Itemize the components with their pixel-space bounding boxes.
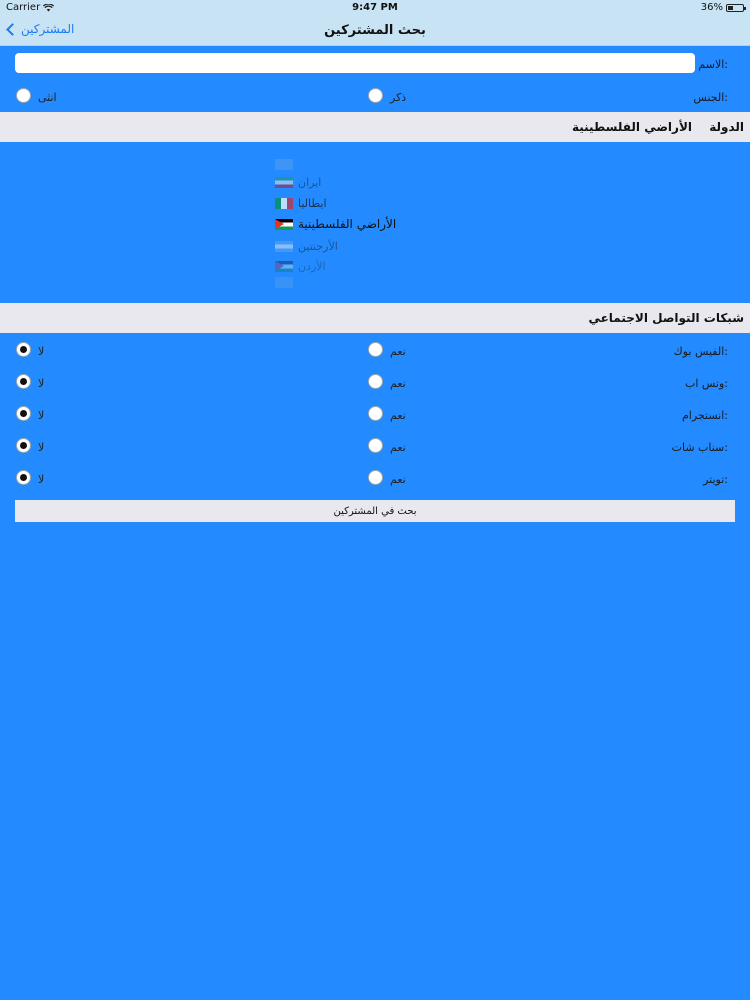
social-yes-radio[interactable] bbox=[368, 342, 383, 357]
social-network-label: سناب شات: bbox=[671, 441, 728, 454]
social-no-label: لا bbox=[38, 473, 45, 486]
social-network-label: تويتر: bbox=[703, 473, 728, 486]
country-flag-icon bbox=[275, 261, 293, 272]
social-no-radio[interactable] bbox=[16, 470, 31, 485]
social-yes-label: نعم bbox=[390, 441, 406, 454]
country-section-header bbox=[0, 112, 750, 142]
picker-row-label: الأرجنتين bbox=[298, 239, 338, 253]
social-network-label: وتس اب: bbox=[684, 377, 728, 390]
social-title: شبكات التواصل الاجتماعي bbox=[588, 311, 744, 325]
social-yes-label: نعم bbox=[390, 473, 406, 486]
search-subscribers-button[interactable]: بحث في المشتركين bbox=[15, 500, 735, 522]
status-bar bbox=[0, 0, 750, 16]
country-flag-icon bbox=[275, 277, 293, 288]
picker-row[interactable] bbox=[275, 275, 298, 289]
page-title: بحث المشتركين bbox=[324, 23, 426, 38]
picker-row[interactable] bbox=[275, 175, 321, 189]
carrier-label: Carrier bbox=[6, 2, 41, 13]
social-no-label: لا bbox=[38, 441, 45, 454]
social-yes-radio[interactable] bbox=[368, 374, 383, 389]
social-yes-radio[interactable] bbox=[368, 406, 383, 421]
battery-percent: 36% bbox=[700, 2, 723, 13]
social-yes-radio[interactable] bbox=[368, 470, 383, 485]
picker-row[interactable] bbox=[275, 217, 396, 231]
social-no-radio[interactable] bbox=[16, 374, 31, 389]
social-yes-label: نعم bbox=[390, 377, 406, 390]
battery-level-fill bbox=[728, 6, 733, 10]
country-label: الدولة bbox=[709, 120, 744, 134]
country-flag-icon bbox=[275, 177, 293, 188]
social-no-label: لا bbox=[38, 377, 45, 390]
social-network-label: الفيس بوك: bbox=[673, 345, 728, 358]
social-no-radio[interactable] bbox=[16, 438, 31, 453]
gender-male-radio[interactable] bbox=[368, 88, 383, 103]
social-no-label: لا bbox=[38, 409, 45, 422]
social-no-radio[interactable] bbox=[16, 406, 31, 421]
country-flag-icon bbox=[275, 219, 293, 230]
clock: 9:47 PM bbox=[352, 2, 398, 13]
gender-label: الجنس: bbox=[693, 91, 728, 104]
social-section-header bbox=[0, 303, 750, 333]
gender-male-label: ذكر bbox=[390, 91, 407, 104]
social-network-label: انستجرام: bbox=[681, 409, 728, 422]
social-no-label: لا bbox=[38, 345, 45, 358]
social-no-radio[interactable] bbox=[16, 342, 31, 357]
name-label: الاسم: bbox=[698, 58, 728, 71]
battery-indicator bbox=[701, 2, 744, 13]
picker-row[interactable] bbox=[275, 259, 326, 273]
gender-female-label: انثى bbox=[38, 91, 57, 104]
name-input[interactable] bbox=[15, 53, 695, 73]
picker-row[interactable] bbox=[275, 196, 327, 210]
country-flag-icon bbox=[275, 241, 293, 252]
battery-icon bbox=[726, 4, 744, 12]
country-flag-icon bbox=[275, 159, 293, 170]
social-yes-label: نعم bbox=[390, 345, 406, 358]
social-yes-label: نعم bbox=[390, 409, 406, 422]
picker-row[interactable] bbox=[275, 239, 338, 253]
picker-row-label: ايران bbox=[298, 175, 322, 189]
picker-row-label: ايطاليا bbox=[298, 196, 327, 210]
picker-row-label: الأراضي الفلسطينية bbox=[298, 217, 397, 231]
social-yes-radio[interactable] bbox=[368, 438, 383, 453]
navigation-bar bbox=[0, 16, 750, 46]
gender-female-radio[interactable] bbox=[16, 88, 31, 103]
picker-row[interactable] bbox=[275, 157, 298, 171]
picker-row-label: الأردن bbox=[298, 259, 326, 273]
selected-country: الأراضي الفلسطينية bbox=[571, 120, 692, 134]
back-label: المشتركين bbox=[21, 22, 75, 36]
country-flag-icon bbox=[275, 198, 293, 209]
